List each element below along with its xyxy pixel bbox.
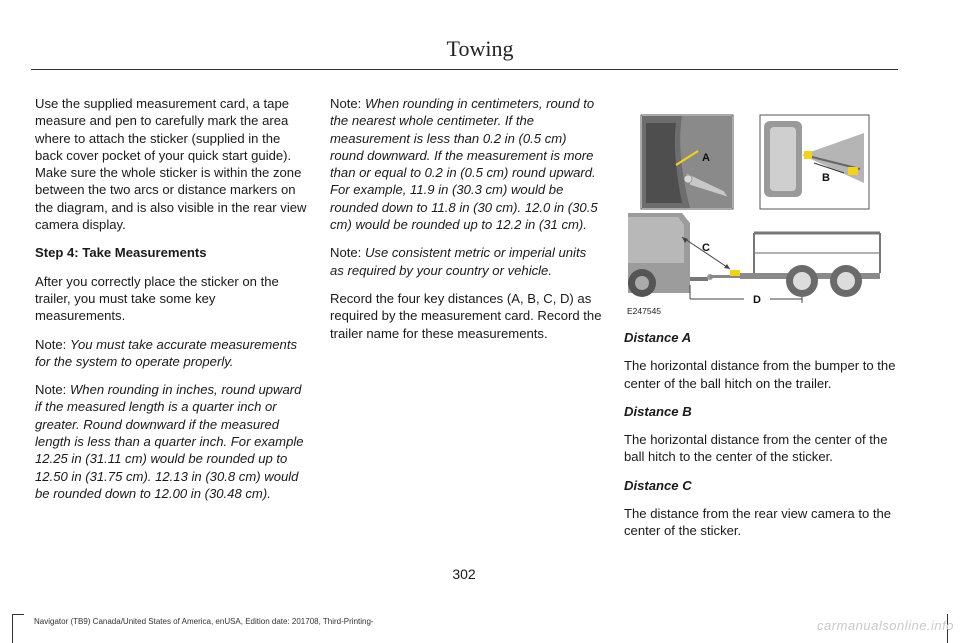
label-c: C — [702, 242, 710, 254]
note-cm-rounding — [330, 95, 602, 233]
label-b: B — [822, 172, 830, 184]
distance-a-text: The horizontal distance from the bumper to the center of the ball hitch on the trailer. — [624, 358, 896, 391]
figure-id: E247545 — [627, 306, 662, 316]
column-left — [35, 95, 307, 513]
label-a: A — [702, 152, 710, 164]
note-label: Note: — [330, 245, 362, 261]
note-label: Note: — [35, 336, 67, 352]
note-text: When rounding in inches, round upward if the measured length is a quarter inch or greater. Round downward if the measured length is less than a quarter inch. For example 12.25 in (31.11 cm) would be rounded up to 12.50 in (31.75 cm). 12.13 in (30.8 cm) would be rounded down to 12.00 in (30.48 cm). — [35, 382, 304, 501]
record-paragraph: Record the four key distances (A, B, C, D) as required by the measurement card. Record the trailer name for these measurements. — [330, 290, 602, 341]
column-middle — [330, 95, 602, 353]
distance-b-text: The horizontal distance from the center of the ball hitch to the center of the sticker. — [624, 432, 888, 465]
note-inches-rounding — [35, 381, 307, 502]
crop-mark-left-horizontal — [12, 614, 24, 615]
trailer-measurement-figure — [624, 113, 896, 319]
step-heading: Step 4: Take Measurements — [35, 245, 207, 261]
page-title: Towing — [446, 36, 514, 61]
note-label: Note: — [35, 382, 67, 398]
note-label: Note: — [330, 96, 362, 111]
note-units — [330, 244, 602, 279]
note-text: You must take accurate measurements for the system to operate properly. — [35, 336, 298, 369]
intro-paragraph: Use the supplied measurement card, a tape measure and pen to carefully mark the area where to attach the sticker (supplied in the back cover pocket of your quick start guide). Make sure the whole sticker is within the zone between the two arcs or distance markers on the diagram, and is also visible in the rear view camera display. — [35, 96, 307, 233]
note-text: Use consistent metric or imperial units as required by your country or vehicle. — [330, 245, 587, 278]
watermark: carmanualsonline.info — [817, 618, 954, 633]
trailer-measurement-diagram — [624, 113, 896, 319]
note-text: When rounding in centimeters, round to the nearest whole centimeter. If the measurement is less than 0.2 in (0.5 cm) round downward. If the measurement is more than or equal to 0.2 in (0.5 cm) round upward. For example, 11.9 in (30.3 cm) would be rounded down to 11.8 in (30 cm). 12.0 in (30.5 cm) would be rounded up to 12.2 in (31 cm). — [330, 96, 598, 233]
distance-b-heading: Distance B — [624, 403, 692, 419]
page-number: 302 — [452, 566, 476, 582]
inset-hitch — [760, 115, 869, 209]
column-right — [624, 329, 896, 551]
side-view — [628, 213, 880, 306]
header-divider — [31, 69, 898, 70]
label-d: D — [753, 294, 761, 306]
crop-mark-left — [12, 614, 13, 643]
footer-doc-info: Navigator (TB9) Canada/United States of America, enUSA, Edition date: 201708, Third-Printing- — [34, 617, 374, 626]
distance-a-heading: Distance A — [624, 330, 692, 345]
measurements-paragraph: After you correctly place the sticker on the trailer, you must take some key measurements. — [35, 273, 279, 324]
inset-bumper — [641, 115, 733, 209]
note-accuracy — [35, 336, 307, 371]
distance-c-text: The distance from the rear view camera to the center of the sticker. — [624, 506, 892, 539]
distance-c-heading: Distance C — [624, 477, 692, 493]
